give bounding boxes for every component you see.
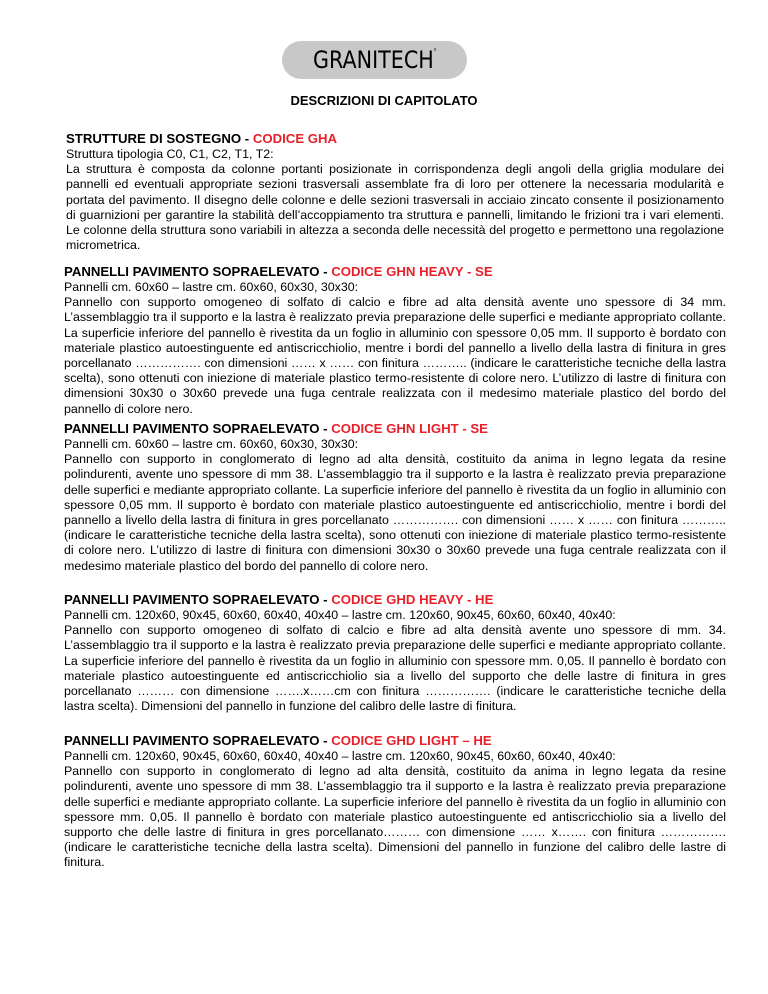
section-sizes: Struttura tipologia C0, C1, C2, T1, T2: (66, 147, 274, 161)
section-ghd-heavy (64, 592, 726, 714)
section-sizes: Pannelli cm. 60x60 – lastre cm. 60x60, 60x30, 30x30: (64, 437, 359, 451)
product-code: CODICE GHN HEAVY - SE (331, 264, 493, 279)
section-heading: PANNELLI PAVIMENTO SOPRAELEVATO - CODICE GHN HEAVY - SE (64, 264, 493, 279)
product-code: CODICE GHD LIGHT – HE (331, 733, 492, 748)
section-sizes: Pannelli cm. 60x60 – lastre cm. 60x60, 60x30, 30x30: (64, 280, 359, 294)
section-body: Pannello con supporto in conglomerato di legno ad alta densità, costituito da anima in legno legata da resine polindurenti, avente uno spessore di mm 38. L’assemblaggio tra il supporto e la lastra è realizzato previa preparazione delle superfici e mediante appropriato collante. La superficie inferiore del pannello è rivestita da un foglio in alluminio con spessore 0,05 mm. Il supporto è bordato con materiale plastico autoestinguente ed antiscricchiolio, mentre i bordi del pannello a livello della lastra di finitura in gres porcellanato ……………. con dimensioni …… x …… con finitura ……….. (indicare le caratteristiche tecniche della lastra scelta), sono ottenuti con iniezione di materiale plastico termo-resistente di colore nero. L’utilizzo di lastre di finitura con dimensioni 30x30 o 30x60 prevede una fuga centrale realizzata con il medesimo materiale plastico del bordo del pannello di colore nero. (64, 452, 726, 573)
product-code: CODICE GHA (252, 131, 338, 146)
section-ghn-heavy (64, 264, 726, 417)
document-title: DESCRIZIONI DI CAPITOLATO (290, 93, 478, 108)
section-body: La struttura è composta da colonne portanti posizionate in corrispondenza degli angoli della griglia modulare dei pannelli ed eventuali appropriate sezioni trasversali assemblate fra di loro per ottenere la necessaria modularità e portata del pavimento. Il disegno delle colonne e delle sezioni trasversali in acciaio zincato consente il posizionamento di guarnizioni per garantire la stabilità dell’accoppiamento tra struttura e pannelli, limitando le frizioni tra i vari elementi. Le colonne della struttura sono variabili in altezza a seconda delle necessità del progetto e permettono una regolazione micrometrica. (66, 162, 724, 253)
section-body: Pannello con supporto omogeneo di solfato di calcio e fibre ad alta densità avente uno spessore di mm. 34. L’assemblaggio tra il supporto e la lastra è realizzato previa preparazione delle superfici e mediante appropriato collante. La superficie inferiore del pannello è rivestita da un foglio in alluminio con spessore mm. 0,05. Il pannello è bordato con materiale plastico autoestinguente ed antiscricchiolio sia a livello del supporto che delle lastre di finitura in gres porcellanato ……… con dimensione …….x……cm con finitura ……………. (indicare le caratteristiche tecniche della lastra scelta). Dimensioni del pannello in funzione del calibro delle lastre di finitura. (64, 623, 726, 714)
logo-wordmark: GRANITECH' (312, 46, 437, 74)
granitech-logo (282, 41, 467, 79)
section-heading: STRUTTURE DI SOSTEGNO - CODICE GHA (66, 131, 338, 146)
section-sizes: Pannelli cm. 120x60, 90x45, 60x60, 60x40, 40x40 – lastre cm. 120x60, 90x45, 60x60, 60x40, 40x40: (64, 749, 616, 763)
product-code: CODICE GHN LIGHT - SE (331, 421, 488, 436)
section-heading: PANNELLI PAVIMENTO SOPRAELEVATO - CODICE GHD LIGHT – HE (64, 733, 492, 748)
section-gha (66, 131, 724, 253)
section-ghd-light (64, 733, 726, 871)
section-ghn-light (64, 421, 726, 574)
section-body: Pannello con supporto in conglomerato di legno ad alta densità, costituito da anima in legno legata da resine polindurenti, avente uno spessore di mm 38. L’assemblaggio tra il supporto e la lastra è realizzato previa preparazione delle superfici e mediante appropriato collante. La superficie inferiore del pannello è rivestita da un foglio in alluminio con spessore mm. 0,05. Il pannello è bordato con materiale plastico autoestinguente ed antiscricchiolio sia a livello del supporto che delle lastre di finitura in gres porcellanato……… con dimensione …… x……. con finitura ……………. (indicare le caratteristiche tecniche della lastra scelta). Dimensioni del pannello in funzione del calibro delle lastre di finitura. (64, 764, 726, 870)
product-code: CODICE GHD HEAVY - HE (331, 592, 494, 607)
section-heading: PANNELLI PAVIMENTO SOPRAELEVATO - CODICE GHD HEAVY - HE (64, 592, 494, 607)
section-body: Pannello con supporto omogeneo di solfato di calcio e fibre ad alta densità avente uno spessore di 34 mm. L’assemblaggio tra il supporto e la lastra è realizzato previa preparazione delle superfici e mediante appropriato collante. La superficie inferiore del pannello è rivestita da un foglio in alluminio con spessore 0,05 mm. Il supporto è bordato con materiale plastico autoestinguente ed antiscricchiolio, mentre i bordi del pannello a livello della lastra di finitura in gres porcellanato ……………. con dimensioni …… x …… con finitura ……….. (indicare le caratteristiche tecniche della lastra scelta), sono ottenuti con iniezione di materiale plastico termo-resistente di colore nero. L’utilizzo di lastre di finitura con dimensioni 30x30 o 30x60 prevede una fuga centrale realizzata con il medesimo materiale plastico del bordo del pannello di colore nero. (64, 295, 726, 416)
section-sizes: Pannelli cm. 120x60, 90x45, 60x60, 60x40, 40x40 – lastre cm. 120x60, 90x45, 60x60, 60x40, 40x40: (64, 608, 616, 622)
section-heading: PANNELLI PAVIMENTO SOPRAELEVATO - CODICE GHN LIGHT - SE (64, 421, 488, 436)
